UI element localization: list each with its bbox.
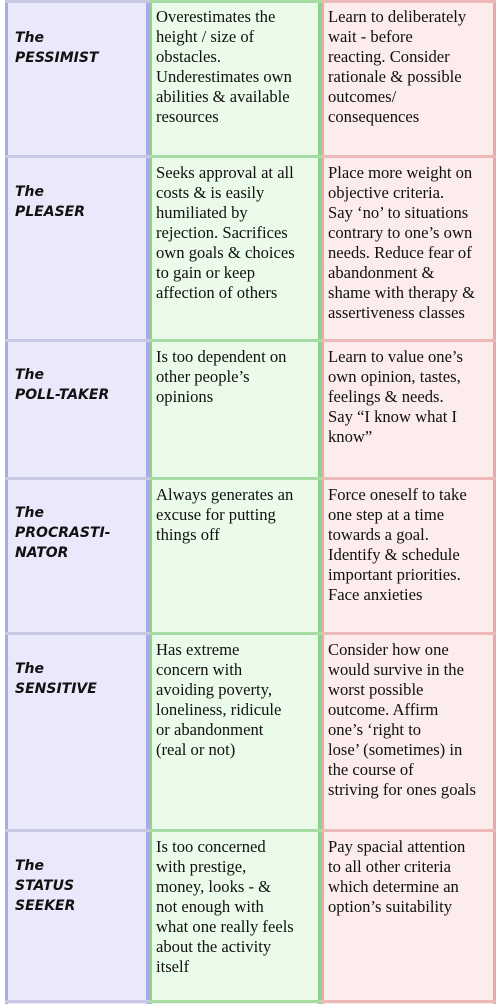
trait-text	[156, 347, 316, 407]
remedy-line: lose’ (sometimes) in	[328, 740, 463, 759]
remedy-cell	[321, 0, 496, 156]
trait-line: obstacles.	[156, 47, 221, 66]
remedy-cell	[321, 340, 496, 478]
trait-line: humiliated by	[156, 203, 248, 222]
row-divider-pink	[321, 477, 496, 480]
type-label-line: POLL-TAKER	[15, 387, 110, 403]
trait-line: opinions	[156, 387, 214, 406]
type-label	[15, 503, 142, 563]
remedy-line: Force oneself to take	[328, 485, 467, 504]
trait-line: Is too dependent on	[156, 347, 287, 366]
type-label-line: NATOR	[15, 545, 69, 561]
remedy-line: Place more weight on	[328, 163, 473, 182]
remedy-line: outcomes/	[328, 87, 397, 106]
remedy-line: option’s suitability	[328, 897, 452, 916]
trait-line: rejection. Sacrifices	[156, 223, 288, 242]
row-divider-pink	[321, 155, 496, 158]
remedy-line: one step at a time	[328, 505, 445, 524]
remedy-cell	[321, 633, 496, 830]
type-label-line: PLEASER	[15, 204, 86, 220]
remedy-cell	[321, 156, 496, 340]
remedy-line: know”	[328, 427, 373, 446]
trait-line: Always generates an	[156, 485, 294, 504]
remedy-line: assertiveness classes	[328, 303, 465, 322]
row-divider	[5, 1000, 496, 1003]
trait-line: what one really feels	[156, 917, 294, 936]
trait-text	[156, 485, 316, 545]
type-label-line: SENSITIVE	[15, 681, 97, 697]
trait-text	[156, 163, 316, 303]
row-divider-green	[149, 829, 321, 832]
remedy-line: one’s ‘right to	[328, 720, 422, 739]
remedy-line: abandonment &	[328, 263, 435, 282]
remedy-text	[328, 485, 491, 605]
row-divider-pink	[321, 339, 496, 342]
table-row-pleaser	[0, 156, 501, 340]
trait-cell	[149, 633, 321, 830]
remedy-line: Say “I know what I	[328, 407, 458, 426]
trait-line: excuse for putting	[156, 505, 276, 524]
remedy-line: reacting. Consider	[328, 47, 450, 66]
remedy-line: to all other criteria	[328, 857, 452, 876]
trait-line: loneliness, ridicule	[156, 700, 282, 719]
remedy-line: would survive in the	[328, 660, 464, 679]
remedy-line: important priorities.	[328, 565, 461, 584]
type-label-line: SEEKER	[15, 898, 76, 914]
table-row-procrastinator	[0, 478, 501, 633]
trait-cell	[149, 478, 321, 633]
trait-line: abilities & available	[156, 87, 290, 106]
row-divider-pink	[321, 829, 496, 832]
row-divider-pink	[321, 1000, 496, 1003]
row-divider	[5, 632, 496, 635]
remedy-line: towards a goal.	[328, 525, 429, 544]
type-label-line: The	[15, 30, 45, 46]
remedy-text	[328, 7, 491, 127]
remedy-cell	[321, 830, 496, 1004]
trait-line: affection of others	[156, 283, 278, 302]
row-divider	[5, 339, 496, 342]
remedy-line: shame with therapy &	[328, 283, 476, 302]
remedy-line: outcome. Affirm	[328, 700, 439, 719]
remedy-line: objective criteria.	[328, 183, 445, 202]
type-label-line: PESSIMIST	[15, 50, 99, 66]
type-cell	[5, 830, 149, 1004]
row-divider	[5, 155, 496, 158]
type-label-line: The	[15, 367, 45, 383]
trait-line: (real or not)	[156, 740, 236, 759]
remedy-line: consequences	[328, 107, 420, 126]
remedy-line: needs. Reduce fear of	[328, 243, 472, 262]
remedy-line: worst possible	[328, 680, 424, 699]
type-label	[15, 28, 142, 68]
trait-line: with prestige,	[156, 857, 247, 876]
trait-line: itself	[156, 957, 190, 976]
remedy-text	[328, 837, 491, 917]
trait-text	[156, 640, 316, 760]
trait-line: things off	[156, 525, 220, 544]
remedy-cell	[321, 478, 496, 633]
remedy-line: Pay spacial attention	[328, 837, 466, 856]
trait-text	[156, 837, 316, 977]
table-row-sensitive	[0, 633, 501, 830]
table-row-poll-taker	[0, 340, 501, 478]
row-divider-green	[149, 477, 321, 480]
trait-line: height / size of	[156, 27, 255, 46]
row-divider	[5, 0, 496, 3]
remedy-line: striving for ones goals	[328, 780, 476, 799]
trait-line: about the activity	[156, 937, 272, 956]
table-row-pessimist	[0, 0, 501, 156]
remedy-line: Identify & schedule	[328, 545, 460, 564]
trait-line: Has extreme	[156, 640, 240, 659]
trait-text	[156, 7, 316, 127]
remedy-line: Learn to value one’s	[328, 347, 464, 366]
remedy-line: contrary to one’s own	[328, 223, 473, 242]
trait-line: concern with	[156, 660, 243, 679]
type-cell	[5, 478, 149, 633]
table-row-status-seeker	[0, 830, 501, 1004]
remedy-text	[328, 640, 491, 800]
trait-cell	[149, 156, 321, 340]
type-label-line: The	[15, 858, 45, 874]
trait-cell	[149, 0, 321, 156]
remedy-text	[328, 163, 491, 323]
row-divider-green	[149, 155, 321, 158]
row-divider-green	[149, 0, 321, 3]
trait-line: resources	[156, 107, 219, 126]
row-divider-green	[149, 632, 321, 635]
remedy-line: Say ‘no’ to situations	[328, 203, 469, 222]
trait-line: costs & is easily	[156, 183, 265, 202]
trait-line: or abandonment	[156, 720, 264, 739]
type-cell	[5, 340, 149, 478]
type-label-line: The	[15, 661, 45, 677]
trait-line: own goals & choices	[156, 243, 295, 262]
trait-line: Seeks approval at all	[156, 163, 294, 182]
type-label	[15, 659, 142, 699]
type-label-line: STATUS	[15, 878, 75, 894]
remedy-text	[328, 347, 491, 447]
row-divider-pink	[321, 0, 496, 3]
type-label-line: The	[15, 505, 45, 521]
row-divider-pink	[321, 632, 496, 635]
trait-line: not enough with	[156, 897, 264, 916]
remedy-line: Face anxieties	[328, 585, 423, 604]
trait-line: money, looks - &	[156, 877, 272, 896]
remedy-line: feelings & needs.	[328, 387, 444, 406]
remedy-line: rationale & possible	[328, 67, 462, 86]
remedy-line: wait - before	[328, 27, 413, 46]
trait-line: to gain or keep	[156, 263, 256, 282]
type-label-line: PROCRASTI-	[15, 525, 111, 541]
remedy-line: which determine an	[328, 877, 459, 896]
trait-line: other people’s	[156, 367, 250, 386]
row-divider	[5, 477, 496, 480]
trait-cell	[149, 340, 321, 478]
row-divider-green	[149, 1000, 321, 1003]
type-cell	[5, 633, 149, 830]
trait-line: Overestimates the	[156, 7, 276, 26]
trait-line: avoiding poverty,	[156, 680, 272, 699]
trait-cell	[149, 830, 321, 1004]
remedy-line: own opinion, tastes,	[328, 367, 461, 386]
remedy-line: the course of	[328, 760, 414, 779]
type-label-line: The	[15, 184, 45, 200]
type-label	[15, 182, 142, 222]
type-label	[15, 365, 142, 405]
type-cell	[5, 156, 149, 340]
row-divider-green	[149, 339, 321, 342]
row-divider	[5, 829, 496, 832]
remedy-line: Consider how one	[328, 640, 449, 659]
trait-line: Underestimates own	[156, 67, 292, 86]
type-label	[15, 856, 142, 916]
trait-line: Is too concerned	[156, 837, 266, 856]
type-cell	[5, 0, 149, 156]
remedy-line: Learn to deliberately	[328, 7, 467, 26]
